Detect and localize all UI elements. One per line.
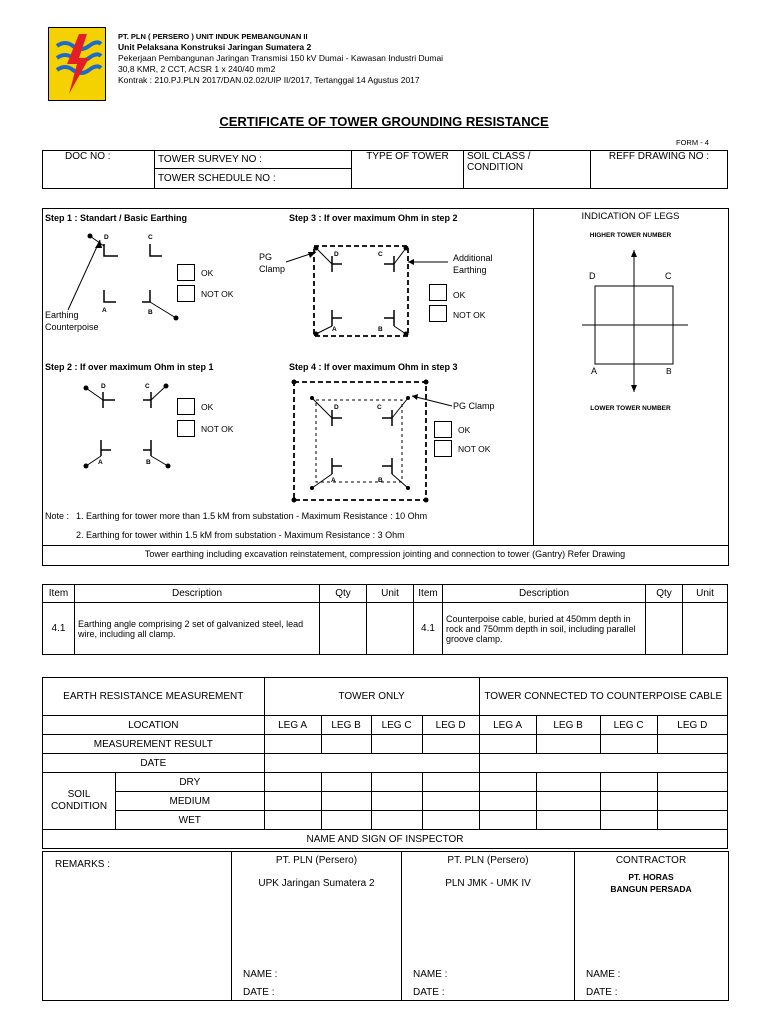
additional-earthing-label — [453, 252, 493, 276]
connected-leg-a: LEG A — [479, 716, 536, 735]
inspector-header: NAME AND SIGN OF INSPECTOR — [43, 830, 728, 849]
step3-leg-c: C — [378, 251, 383, 258]
note-1: 1. Earthing for tower more than 1.5 kM from substation - Maximum Resistance : 10 Ohm — [76, 511, 428, 521]
reff-drawing-label: REFF DRAWING NO : — [608, 151, 710, 162]
result-cell[interactable] — [264, 735, 321, 754]
result-cell[interactable] — [536, 735, 600, 754]
soil-cell[interactable] — [321, 773, 371, 792]
step4-ok-label: OK — [458, 425, 471, 435]
soil-cell[interactable] — [422, 811, 479, 830]
step4-title: Step 4 : If over maximum Ohm in step 3 — [289, 362, 458, 372]
items-header-qty-left: Qty — [320, 585, 367, 603]
step1-ok-label: OK — [201, 268, 214, 278]
sign-col3-name1: PT. HORAS — [628, 872, 674, 882]
soil-cell[interactable] — [422, 792, 479, 811]
soil-cell[interactable] — [600, 811, 657, 830]
step2-not-ok-checkbox[interactable] — [177, 420, 195, 437]
soil-dry-label: DRY — [116, 773, 265, 792]
connected-date-cell[interactable] — [479, 754, 727, 773]
pg-clamp-label — [259, 251, 285, 275]
soil-cell[interactable] — [479, 792, 536, 811]
step3-ok-checkbox[interactable] — [429, 284, 447, 301]
step1-ok-checkbox[interactable] — [177, 264, 195, 281]
soil-cell[interactable] — [657, 773, 727, 792]
step4-leg-b: B — [378, 477, 383, 484]
item-right-unit[interactable] — [683, 603, 728, 655]
step4-leg-c: C — [377, 404, 382, 411]
sign-divider-1 — [231, 851, 232, 1000]
soil-cell[interactable] — [657, 811, 727, 830]
soil-cell[interactable] — [371, 773, 422, 792]
step3-leg-d: D — [334, 251, 339, 258]
sign-col2-date[interactable]: DATE : — [413, 987, 445, 998]
result-cell[interactable] — [422, 735, 479, 754]
step4-leg-d: D — [334, 404, 339, 411]
earthing-label: Earthing — [45, 310, 79, 320]
step2-leg-d: D — [101, 383, 106, 390]
legs-panel-b: B — [666, 366, 672, 376]
location-label: LOCATION — [43, 716, 265, 735]
higher-tower-number: HIGHER TOWER NUMBER — [589, 232, 672, 239]
tower-only-leg-c: LEG C — [371, 716, 422, 735]
soil-cell[interactable] — [321, 792, 371, 811]
sign-col1-date[interactable]: DATE : — [243, 987, 275, 998]
sign-col3-date[interactable]: DATE : — [586, 987, 618, 998]
step4-not-ok-checkbox[interactable] — [434, 440, 452, 457]
tower-schedule-label: TOWER SCHEDULE NO : — [158, 173, 276, 184]
lower-tower-number: LOWER TOWER NUMBER — [590, 405, 671, 412]
soil-class-label: SOIL CLASS / CONDITION — [467, 151, 531, 173]
items-table — [42, 584, 728, 655]
step1-not-ok-checkbox[interactable] — [177, 285, 195, 302]
sign-col2-unit: PLN JMK - UMK IV — [445, 878, 531, 889]
earthing-counterpoise-label — [45, 309, 99, 333]
soil-cell[interactable] — [371, 811, 422, 830]
items-header-desc-right: Description — [443, 585, 646, 603]
step2-leg-b: B — [146, 459, 151, 466]
step4-ok-checkbox[interactable] — [434, 421, 452, 438]
note-2: 2. Earthing for tower within 1.5 kM from substation - Maximum Resistance : 3 Ohm — [76, 530, 405, 540]
step1-leg-b: B — [148, 309, 153, 316]
items-header-desc-left: Description — [75, 585, 320, 603]
item-left-number: 4.1 — [43, 603, 75, 655]
step2-leg-c: C — [145, 383, 150, 390]
measurement-date-label: DATE — [43, 754, 265, 773]
clamp-label: Clamp — [259, 264, 286, 274]
additional-label: Additional — [453, 253, 493, 263]
item-right-number: 4.1 — [414, 603, 443, 655]
result-cell[interactable] — [371, 735, 422, 754]
item-left-qty[interactable] — [320, 603, 367, 655]
soil-cell[interactable] — [321, 811, 371, 830]
tower-survey-label: TOWER SURVEY NO : — [158, 154, 262, 165]
note-prefix: Note : — [45, 511, 70, 521]
result-cell[interactable] — [657, 735, 727, 754]
tower-only-leg-d: LEG D — [422, 716, 479, 735]
soil-cell[interactable] — [600, 792, 657, 811]
measurement-result-label: MEASUREMENT RESULT — [43, 735, 265, 754]
form-number: FORM - 4 — [676, 138, 709, 147]
soil-cell[interactable] — [264, 811, 321, 830]
soil-wet-label: WET — [116, 811, 265, 830]
result-cell[interactable] — [600, 735, 657, 754]
tower-only-date-cell[interactable] — [264, 754, 479, 773]
soil-cell[interactable] — [479, 773, 536, 792]
step1-leg-c: C — [148, 234, 153, 241]
soil-condition-label — [43, 773, 116, 830]
sign-col1-unit: UPK Jaringan Sumatera 2 — [258, 878, 375, 889]
step2-not-ok-label: NOT OK — [201, 424, 234, 434]
step2-title: Step 2 : If over maximum Ohm in step 1 — [45, 362, 214, 372]
items-header-item-left: Item — [43, 585, 75, 603]
tower-only-header: TOWER ONLY — [264, 678, 479, 716]
connected-leg-d: LEG D — [657, 716, 727, 735]
step1-leg-a: A — [102, 307, 107, 314]
step2-ok-checkbox[interactable] — [177, 398, 195, 415]
sign-divider-2 — [401, 851, 402, 1000]
step1-leg-d: D — [104, 234, 109, 241]
step4-leg-a: A — [331, 477, 336, 484]
legs-panel-title: INDICATION OF LEGS — [581, 211, 680, 222]
step1-not-ok-label: NOT OK — [201, 289, 234, 299]
soil-medium-label: MEDIUM — [116, 792, 265, 811]
result-cell[interactable] — [321, 735, 371, 754]
soil-cell[interactable] — [422, 773, 479, 792]
soil-cell[interactable] — [536, 792, 600, 811]
result-cell[interactable] — [479, 735, 536, 754]
remarks-label: REMARKS : — [55, 859, 111, 870]
item-left-description: Earthing angle comprising 2 set of galvanized steel, lead wire, including all clamp. — [75, 603, 320, 655]
sign-col2-org: PT. PLN (Persero) — [447, 855, 529, 866]
soil-cell[interactable] — [479, 811, 536, 830]
header-unit: Unit Pelaksana Konstruksi Jaringan Sumatera 2 — [118, 42, 312, 52]
soil-label: SOIL — [67, 789, 91, 800]
type-of-tower-label: TYPE OF TOWER — [366, 151, 449, 162]
counterpoise-label: Counterpoise — [45, 322, 99, 332]
legs-panel-c: C — [665, 271, 672, 281]
tower-only-leg-a: LEG A — [264, 716, 321, 735]
tower-connected-header: TOWER CONNECTED TO COUNTERPOISE CABLE — [479, 678, 727, 716]
step3-leg-b: B — [378, 326, 383, 333]
step2-ok-label: OK — [201, 402, 214, 412]
step3-title: Step 3 : If over maximum Ohm in step 2 — [289, 213, 458, 223]
soil-cell[interactable] — [536, 773, 600, 792]
earth-resistance-title: EARTH RESISTANCE MEASUREMENT — [43, 678, 265, 716]
item-right-qty[interactable] — [646, 603, 683, 655]
sign-col2-name[interactable]: NAME : — [413, 969, 448, 980]
sign-col3-name[interactable]: NAME : — [586, 969, 621, 980]
step2-leg-a: A — [98, 459, 103, 466]
items-header-unit-left: Unit — [367, 585, 414, 603]
legs-panel-a: A — [591, 366, 598, 376]
page-title: CERTIFICATE OF TOWER GROUNDING RESISTANCE — [219, 114, 549, 129]
step1-title: Step 1 : Standart / Basic Earthing — [45, 213, 188, 223]
connected-leg-b: LEG B — [536, 716, 600, 735]
earthing-label-2: Earthing — [453, 265, 487, 275]
condition-label: CONDITION — [50, 801, 108, 812]
header-spec: 30,8 KMR, 2 CCT, ACSR 1 x 240/40 mm2 — [118, 64, 276, 74]
step3-leg-a: A — [332, 326, 337, 333]
header-org: PT. PLN ( PERSERO ) UNIT INDUK PEMBANGUNAN II — [118, 32, 308, 41]
measurement-table — [42, 677, 728, 849]
legs-panel-d: D — [589, 271, 596, 281]
soil-cell[interactable] — [600, 773, 657, 792]
items-header-unit-right: Unit — [683, 585, 728, 603]
soil-cell[interactable] — [371, 792, 422, 811]
item-right-description: Counterpoise cable, buried at 450mm depth in rock and 750mm depth in soil, including parallel groove clamp. — [443, 603, 646, 655]
soil-cell[interactable] — [264, 773, 321, 792]
items-header-item-right: Item — [414, 585, 443, 603]
header-contract: Kontrak : 210.PJ.PLN 2017/DAN.02.02/UIP II/2017, Tertanggal 14 Agustus 2017 — [118, 75, 420, 85]
tower-only-leg-b: LEG B — [321, 716, 371, 735]
sign-col1-org: PT. PLN (Persero) — [275, 855, 358, 866]
soil-cell[interactable] — [264, 792, 321, 811]
connected-leg-c: LEG C — [600, 716, 657, 735]
header-project: Pekerjaan Pembangunan Jaringan Transmisi 150 kV Dumai - Kawasan Industri Dumai — [118, 53, 444, 63]
step3-ok-label: OK — [453, 290, 466, 300]
soil-cell[interactable] — [536, 811, 600, 830]
step3-not-ok-checkbox[interactable] — [429, 305, 447, 322]
earthing-footer-note: Tower earthing including excavation reinstatement, compression jointing and connection to tower (Gantry) Refer Drawing — [144, 549, 626, 559]
doc-no-label: DOC NO : — [65, 151, 111, 162]
step4-not-ok-label: NOT OK — [458, 444, 491, 454]
items-header-qty-right: Qty — [646, 585, 683, 603]
soil-cell[interactable] — [657, 792, 727, 811]
item-left-unit[interactable] — [367, 603, 414, 655]
sign-col3-org: CONTRACTOR — [615, 855, 687, 866]
step4-pg-clamp-label: PG Clamp — [453, 401, 495, 411]
sign-col3-name2: BANGUN PERSADA — [610, 884, 692, 894]
step3-not-ok-label: NOT OK — [453, 310, 486, 320]
sign-col1-name[interactable]: NAME : — [243, 969, 278, 980]
pg-label: PG — [259, 252, 273, 262]
